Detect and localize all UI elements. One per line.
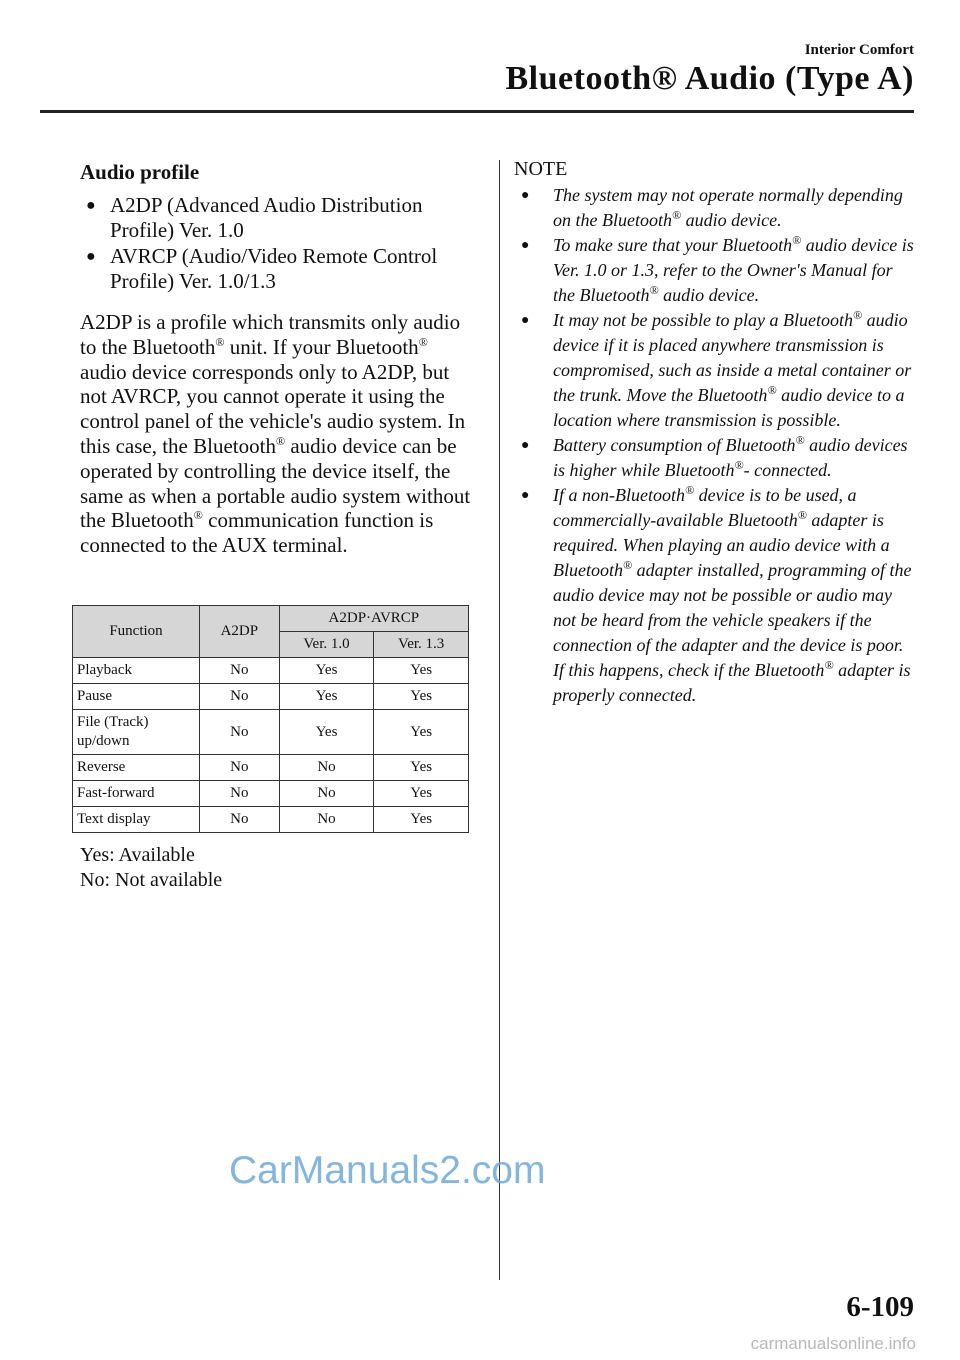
- bullet-icon: ●: [521, 488, 530, 503]
- page-title: Bluetooth® Audio (Type A): [505, 60, 914, 97]
- table-legend: [80, 843, 222, 893]
- bullet-icon: ●: [521, 313, 530, 328]
- list-item: ● It may not be possible to play a Bluetooth® audio device if it is placed anywhere transmission is compromised, such as inside a metal container or the trunk. Move the Bluetooth® audio device to a location where transmission is possible.: [521, 308, 912, 430]
- table-row: File (Track) up/down No Yes Yes: [73, 710, 469, 755]
- column-divider: [499, 160, 500, 1280]
- header-section-label: Interior Comfort: [804, 42, 914, 58]
- bullet-icon: ●: [86, 197, 96, 214]
- list-item: ● Battery consumption of Bluetooth® audio devices is higher while Bluetooth®- connected.: [521, 433, 908, 480]
- table-row: Playback No Yes Yes: [73, 658, 469, 684]
- table-row: Reverse No No Yes: [73, 755, 469, 781]
- list-item: ● To make sure that your Bluetooth® audio device is Ver. 1.0 or 1.3, refer to the Owner's Manual for the Bluetooth® audio device.: [521, 233, 914, 305]
- legend-yes: Yes: Available: [80, 844, 195, 866]
- note-heading: NOTE: [514, 158, 568, 180]
- footer-url[interactable]: carmanualsonline.info: [750, 1334, 916, 1353]
- profile-text: AVRCP (Audio/Video Remote Control Profile) Ver. 1.0/1.3: [110, 244, 438, 293]
- table-row: Fast-forward No No Yes: [73, 781, 469, 807]
- bullet-icon: ●: [521, 438, 530, 453]
- bullet-icon: ●: [86, 248, 96, 265]
- list-item: ● If a non-Bluetooth® device is to be used, a commercially-available Bluetooth® adapter is required. When playing an audio device with a Bluetooth® adapter installed, programming of the audio device may not be possible or audio may not be heard from the vehicle speakers if the connection of the adapter and the device is poor. If this happens, check if the Bluetooth® adapter is properly connected.: [521, 483, 912, 705]
- profile-text: A2DP (Advanced Audio Distribution Profile) Ver. 1.0: [110, 193, 423, 242]
- table-row: Pause No Yes Yes: [73, 684, 469, 710]
- a2dp-paragraph: A2DP is a profile which transmits only audio to the Bluetooth® unit. If your Bluetooth® audio device corresponds only to A2DP, but not AVRCP, you cannot operate it using the control panel of the vehicle's audio system. In this case, the Bluetooth® audio device can be operated by controlling the device itself, the same as when a portable audio system without the Bluetooth® communication function is connected to the AUX terminal.: [80, 310, 471, 558]
- header-rule: [40, 110, 914, 113]
- bullet-icon: ●: [521, 238, 530, 253]
- function-table: [72, 605, 469, 833]
- list-item: [80, 244, 472, 294]
- audio-profile-heading: Audio profile: [80, 160, 200, 184]
- col-header-ver13: Ver. 1.3: [374, 632, 469, 658]
- list-item: ● The system may not operate normally depending on the Bluetooth® audio device.: [521, 185, 903, 230]
- col-header-ver10: Ver. 1.0: [279, 632, 374, 658]
- list-item: [80, 193, 472, 243]
- col-header-a2dp: A2DP: [200, 606, 280, 658]
- watermark-link[interactable]: CarManuals2.com: [229, 1149, 546, 1192]
- col-header-a2dp-avrcp: A2DP·AVRCP: [279, 606, 468, 632]
- legend-no: No: Not available: [80, 869, 223, 891]
- profile-list: [80, 193, 472, 294]
- note-list: [514, 183, 914, 708]
- page-number: 6-109: [846, 1291, 914, 1323]
- note-column: [514, 158, 914, 708]
- bullet-icon: ●: [521, 188, 530, 203]
- col-header-function: Function: [73, 606, 200, 658]
- table-row: Text display No No Yes: [73, 807, 469, 833]
- left-column: [80, 160, 472, 558]
